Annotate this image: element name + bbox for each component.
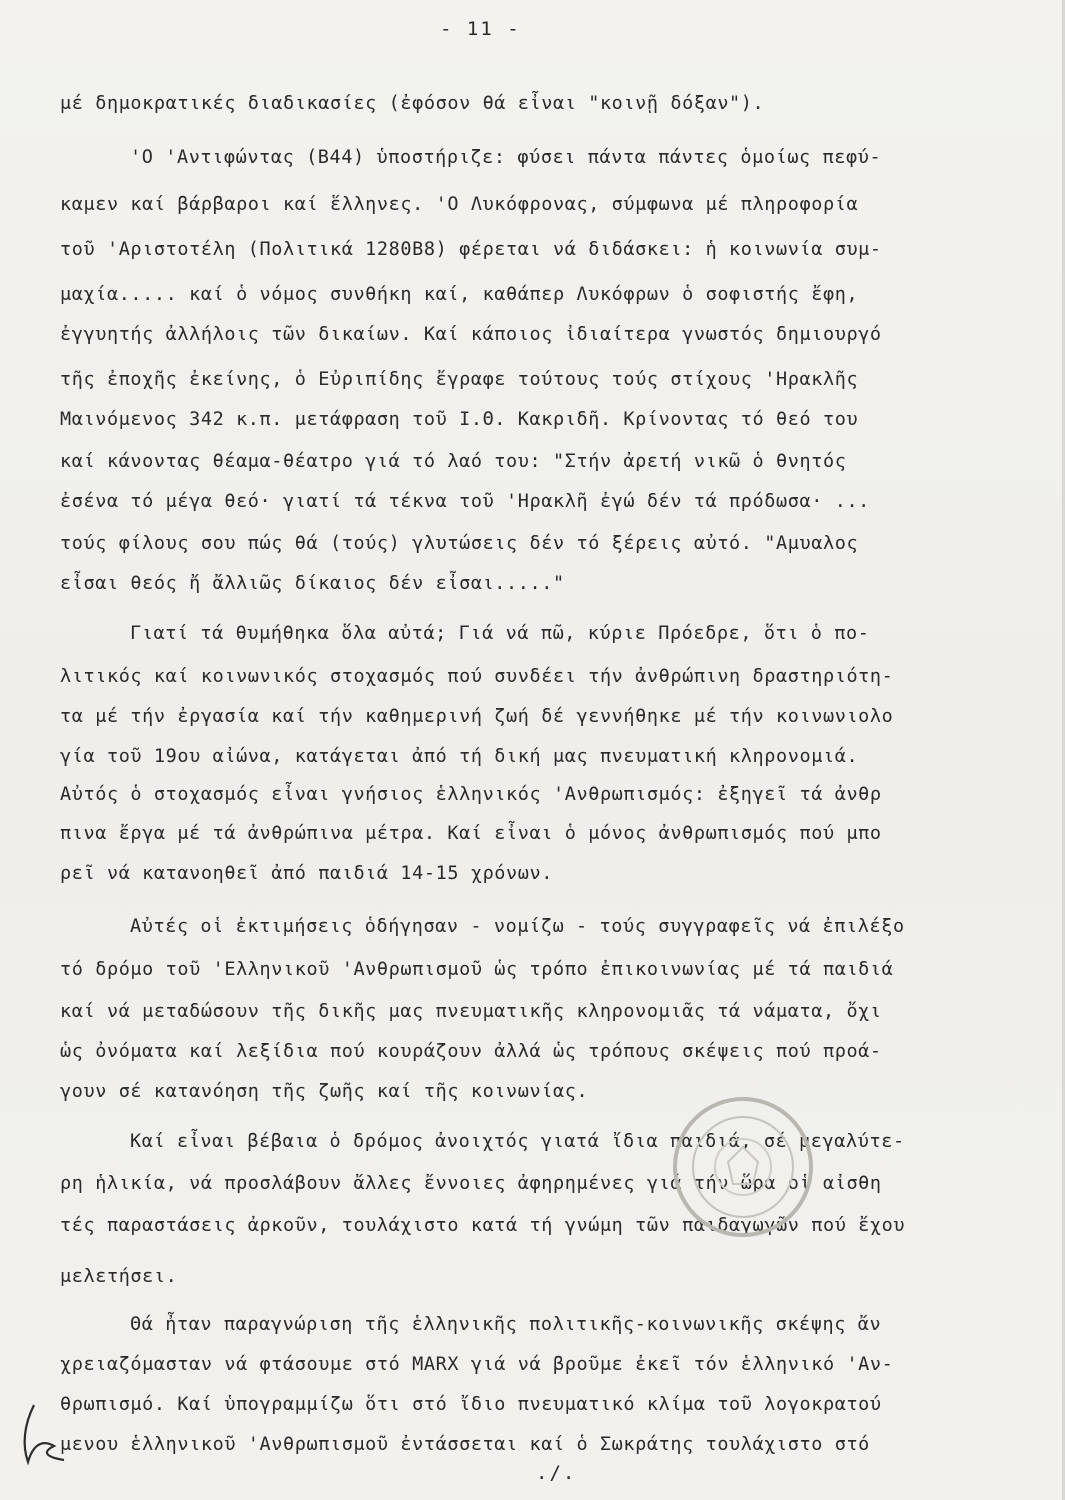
text-line: πινα ἔργα μέ τά ἀνθρώπινα μέτρα. Καί εἶναι ὁ μόνος ἀνθρωπισμός πού μπο [60, 823, 882, 844]
text-line: τα μέ τήν ἐργασία καί τήν καθημερινή ζωή δέ γεννήθηκε μέ τήν κοινωνιολο [60, 706, 894, 727]
text-line: ρη ἡλικία, νά προσλάβουν ἄλλες ἔννοιες ἀφηρημένες γιά τήν ὥρα οἱ αἰσθη [60, 1173, 882, 1194]
text-line: ἐγγυητής ἀλλήλοις τῶν δικαίων. Καί κάποιος ἰδιαίτερα γνωστός δημιουργό [60, 324, 882, 345]
official-seal-stamp [668, 1092, 818, 1242]
text-line: τές παραστάσεις ἀρκοῦν, τουλάχιστο κατά τή γνώμη τῶν παιδαγωγῶν πού ἔχου [60, 1215, 906, 1236]
text-line: Καί εἶναι βέβαια ὁ δρόμος ἀνοιχτός γιατά ἴδια παιδιά, σέ μεγαλύτε- [130, 1131, 905, 1152]
text-line: μέ δημοκρατικές διαδικασίες (ἐφόσον θά εἶναι "κοινῇ δόξαν"). [60, 93, 765, 114]
handwritten-signature [14, 1400, 74, 1470]
text-line: γουν σέ κατανόηση τῆς ζωῆς καί τῆς κοινωνίας. [60, 1081, 589, 1102]
text-line: εἶσαι θεός ἤ ἄλλιῶς δίκαιος δέν εἶσαι....." [60, 573, 565, 594]
text-line: καί κάνοντας θέαμα-θέατρο γιά τό λαό του: "Στήν ἀρετή νικῶ ὁ θνητός [60, 451, 847, 472]
continued-mark: ./. [536, 1462, 577, 1484]
text-line: ὡς ὀνόματα καί λεξίδια πού κουράζουν ἀλλά ὡς τρόπους σκέψεις πού προά- [60, 1041, 882, 1062]
text-line: μελετήσει. [60, 1266, 178, 1287]
text-line: Γιατί τά θυμήθηκα ὅλα αὐτά; Γιά νά πῶ, κύριε Πρόεδρε, ὅτι ὁ πο- [130, 623, 870, 644]
text-line: θρωπισμό. Καί ὑπογραμμίζω ὅτι στό ἴδιο πνευματικό κλίμα τοῦ λογοκρατού [60, 1394, 882, 1415]
text-line: τοῦ 'Αριστοτέλη (Πολιτικά 1280Β8) φέρεται νά διδάσκει: ἡ κοινωνία συμ- [60, 239, 882, 260]
page-number: - 11 - [440, 18, 521, 40]
text-line: καί νά μεταδώσουν τῆς δικῆς μας πνευματικῆς κληρονομιᾶς τά νάματα, ὄχι [60, 1001, 882, 1022]
text-line: τούς φίλους σου πώς θά (τούς) γλυτώσεις δέν τό ξέρεις αὐτό. "Αμυαλος [60, 533, 859, 554]
text-line: λιτικός καί κοινωνικός στοχασμός πού συνδέει τήν ἀνθρώπινη δραστηριότη- [60, 666, 894, 687]
text-line: ρεῖ νά κατανοηθεῖ ἀπό παιδιά 14-15 χρόνων. [60, 863, 553, 884]
text-line: τῆς ἐποχῆς ἐκείνης, ὁ Εὐριπίδης ἔγραφε τούτους τούς στίχους 'Ηρακλῆς [60, 369, 859, 390]
text-line: Αὐτές οἱ ἐκτιμήσεις ὁδήγησαν - νομίζω - τούς συγγραφεῖς νά ἐπιλέξο [130, 916, 905, 937]
text-line: χρειαζόμασταν νά φτάσουμε στό MARX γιά νά βροῦμε ἐκεῖ τόν ἑλληνικό 'Αν- [60, 1354, 894, 1375]
text-line: καμεν καί βάρβαροι καί ἕλληνες. 'Ο Λυκόφρονας, σύμφωνα μέ πληροφορία [60, 194, 859, 215]
text-line: Μαινόμενος 342 κ.π. μετάφραση τοῦ Ι.Θ. Κακριδῆ. Κρίνοντας τό θεό του [60, 409, 859, 430]
text-line: τό δρόμο τοῦ 'Ελληνικοῦ 'Ανθρωπισμοῦ ὡς τρόπο ἐπικοινωνίας μέ τά παιδιά [60, 959, 894, 980]
text-line: Θά ἦταν παραγνώριση τῆς ἑλληνικῆς πολιτικῆς-κοινωνικῆς σκέψης ἄν [130, 1314, 882, 1335]
text-line: μενου ἑλληνικοῦ 'Ανθρωπισμοῦ ἐντάσσεται καί ὁ Σωκράτης τουλάχιστο στό [60, 1434, 870, 1455]
text-line: Αὐτός ὁ στοχασμός εἶναι γνήσιος ἑλληνικός 'Ανθρωπισμός: ἐξηγεῖ τά ἀνθρ [60, 784, 882, 805]
text-line: ἐσένα τό μέγα θεό· γιατί τά τέκνα τοῦ 'Ηρακλῆ ἐγώ δέν τά πρόδωσα· ... [60, 491, 870, 512]
text-line: μαχία..... καί ὁ νόμος συνθήκη καί, καθάπερ Λυκόφρων ὁ σοφιστής ἔφη, [60, 284, 859, 305]
text-line: γία τοῦ 19ου αἰώνα, κατάγεται ἀπό τή δική μας πνευματική κληρονομιά. [60, 746, 859, 767]
text-line: 'Ο 'Αντιφώντας (Β44) ὑποστήριζε: φύσει πάντα πάντες ὁμοίως πεφύ- [130, 147, 882, 168]
